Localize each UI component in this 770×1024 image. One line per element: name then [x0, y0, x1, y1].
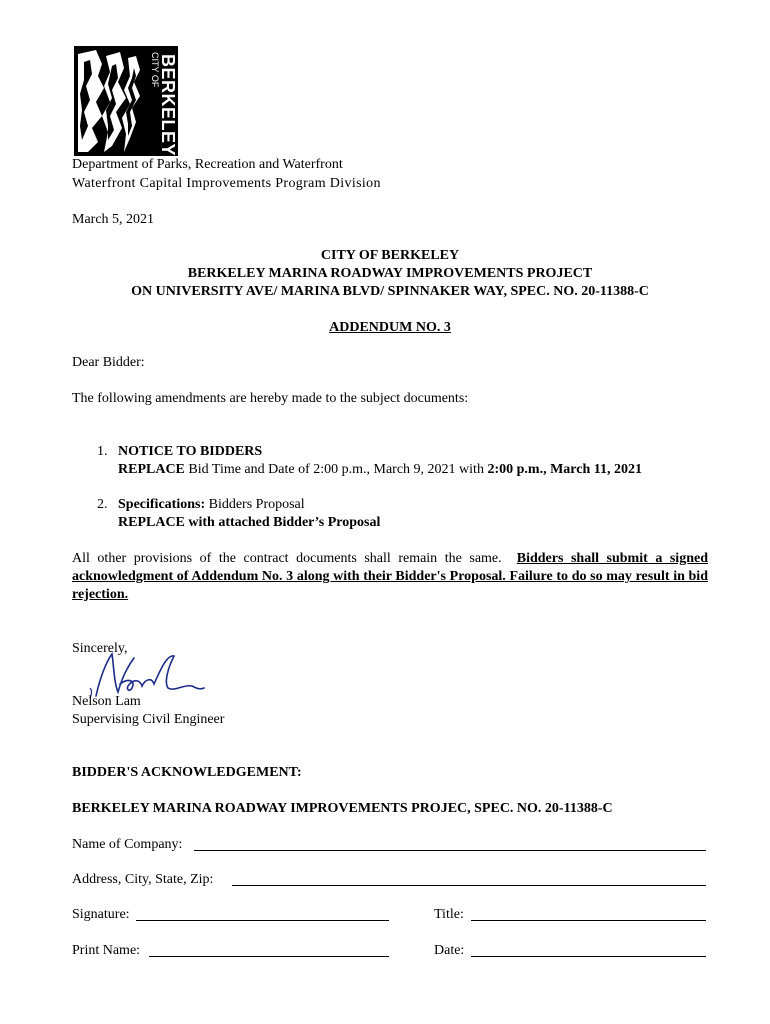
acknowledgement-project: BERKELEY MARINA ROADWAY IMPROVEMENTS PROJEC, SPEC. NO. 20-11388-C: [72, 801, 613, 816]
city-of-berkeley-logo: [74, 46, 178, 156]
title-field[interactable]: [471, 920, 706, 921]
closing-salutation: Sincerely,: [72, 641, 128, 656]
closing-plain-text: All other provisions of the contract documents shall remain the same.: [72, 551, 517, 566]
print-name-field[interactable]: [149, 956, 389, 957]
department-name: Department of Parks, Recreation and Waterfront: [72, 157, 343, 172]
company-label: Name of Company:: [72, 837, 183, 852]
logo-text-small: CITY OF: [150, 52, 160, 88]
letter-date: March 5, 2021: [72, 212, 155, 227]
title-line-1: CITY OF BERKELEY: [320, 248, 460, 263]
item-1-new-date: 2:00 p.m., March 11, 2021: [487, 462, 642, 477]
intro-text: The following amendments are hereby made to the subject documents:: [72, 391, 469, 406]
acknowledgement-heading: BIDDER'S ACKNOWLEDGEMENT:: [72, 765, 302, 780]
signature-label: Signature:: [72, 907, 130, 922]
closing-emphasis-text: Bidders shall submit a signed acknowledgment of Addendum No. 3 along with their Bidder's Proposal. Failure to do so may result in bid rejection.: [72, 551, 708, 602]
item-2-number: 2.: [97, 497, 108, 512]
title-line-2: BERKELEY MARINA ROADWAY IMPROVEMENTS PROJECT: [187, 266, 593, 281]
signer-title: Supervising Civil Engineer: [72, 712, 225, 727]
item-1-detail-text: Bid Time and Date of 2:00 p.m., March 9, 2021 with: [184, 462, 488, 477]
item-2-heading: [118, 496, 305, 513]
print-name-label: Print Name:: [72, 943, 141, 958]
date-label: Date:: [434, 943, 465, 958]
title-line-3: ON UNIVERSITY AVE/ MARINA BLVD/ SPINNAKER WAY, SPEC. NO. 20-11388-C: [131, 284, 649, 299]
division-name: Waterfront Capital Improvements Program Division: [72, 176, 381, 191]
address-field[interactable]: [232, 885, 706, 886]
item-1-number: 1.: [97, 444, 108, 459]
item-2-heading-rest: Bidders Proposal: [205, 497, 305, 512]
date-field[interactable]: [471, 956, 706, 957]
item-1-detail: [118, 461, 642, 478]
closing-paragraph: [72, 550, 708, 604]
item-1-heading: [118, 443, 262, 460]
item-1-heading-bold: NOTICE TO BIDDERS: [118, 444, 263, 459]
addendum-number: ADDENDUM NO. 3: [329, 320, 451, 335]
salutation: Dear Bidder:: [72, 355, 145, 370]
company-field[interactable]: [194, 850, 706, 851]
logo-text-large: BERKELEY: [158, 54, 178, 157]
title-label: Title:: [434, 907, 464, 922]
item-1-replace: REPLACE: [118, 462, 185, 477]
signature-field[interactable]: [136, 920, 389, 921]
address-label: Address, City, State, Zip:: [72, 872, 214, 887]
item-2-heading-bold: Specifications:: [118, 497, 206, 512]
signer-name: Nelson Lam: [72, 694, 141, 709]
item-2-detail: REPLACE with attached Bidder’s Proposal: [118, 515, 381, 530]
